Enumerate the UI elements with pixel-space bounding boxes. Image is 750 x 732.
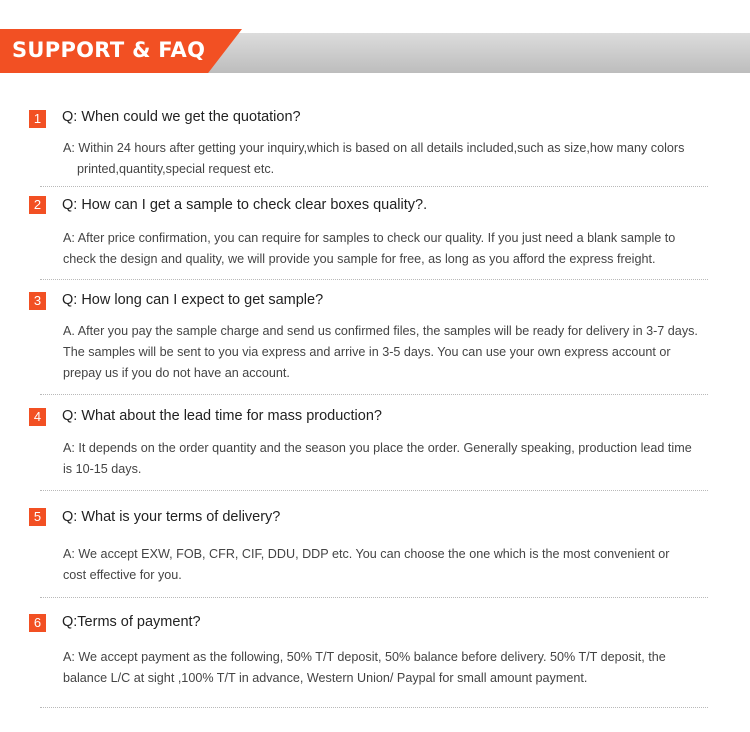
faq-answer-line: A: We accept EXW, FOB, CFR, CIF, DDU, DDP etc. You can choose the one which is the most convenient or xyxy=(63,547,670,561)
faq-answer-line: A: We accept payment as the following, 50% T/T deposit, 50% balance before delivery. 50% T/T deposit, the xyxy=(63,650,666,664)
faq-answer-line: balance L/C at sight ,100% T/T in advance, Western Union/ Paypal for small amount payment. xyxy=(63,671,588,685)
faq-answer xyxy=(63,228,728,270)
faq-divider xyxy=(40,394,708,395)
faq-answer-line: A: It depends on the order quantity and the season you place the order. Generally speaking, production lead time xyxy=(63,441,692,455)
faq-answer xyxy=(63,647,728,689)
section-title: SUPPORT & FAQ xyxy=(12,38,206,62)
faq-divider xyxy=(40,707,708,708)
faq-answer xyxy=(63,438,728,480)
faq-answer-line: printed,quantity,special request etc. xyxy=(77,162,275,176)
faq-question: Q: When could we get the quotation? xyxy=(62,109,301,125)
faq-divider xyxy=(40,490,708,491)
faq-question: Q: How long can I expect to get sample? xyxy=(62,292,324,308)
faq-number-badge: 1 xyxy=(29,110,46,128)
faq-answer-line: check the design and quality, we will provide you sample for free, as long as you afford the express freight. xyxy=(63,252,656,266)
faq-question: Q: What about the lead time for mass production? xyxy=(62,408,382,424)
faq-number-badge: 3 xyxy=(29,292,46,310)
faq-answer-line: cost effective for you. xyxy=(63,568,182,582)
faq-question: Q:Terms of payment? xyxy=(62,614,201,630)
faq-divider xyxy=(40,279,708,280)
faq-number-badge: 5 xyxy=(29,508,46,526)
faq-number-badge: 6 xyxy=(29,614,46,632)
faq-answer xyxy=(63,544,728,586)
faq-answer xyxy=(63,321,728,384)
faq-answer-line: The samples will be sent to you via express and arrive in 3-5 days. You can use your own express account or xyxy=(63,345,671,359)
faq-question: Q: How can I get a sample to check clear boxes quality?. xyxy=(62,197,428,213)
faq-answer-line: prepay us if you do not have an account. xyxy=(63,366,290,380)
faq-number-badge: 4 xyxy=(29,408,46,426)
faq-divider xyxy=(40,186,708,187)
faq-answer-line: A: Within 24 hours after getting your inquiry,which is based on all details included,such as size,how many colors xyxy=(63,141,685,155)
faq-answer-line: A: After price confirmation, you can require for samples to check our quality. If you just need a blank sample to xyxy=(63,231,676,245)
faq-answer-line: is 10-15 days. xyxy=(63,462,142,476)
faq-answer-line: A. After you pay the sample charge and send us confirmed files, the samples will be ready for delivery in 3-7 days. xyxy=(63,324,698,338)
faq-answer xyxy=(63,138,728,180)
faq-number-badge: 2 xyxy=(29,196,46,214)
faq-divider xyxy=(40,597,708,598)
faq-question: Q: What is your terms of delivery? xyxy=(62,509,281,525)
